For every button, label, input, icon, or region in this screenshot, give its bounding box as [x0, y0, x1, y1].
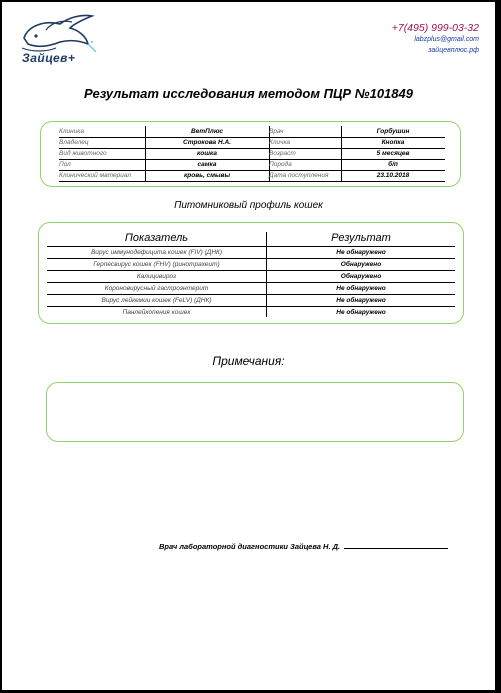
table-row: [47, 283, 455, 295]
column-header-indicator: Показатель: [124, 232, 189, 244]
report-title: Результат исследования методом ПЦР №101849: [84, 86, 413, 101]
info-label: Вид животного: [59, 148, 145, 160]
table-row: [47, 271, 455, 283]
info-label: Кличка: [269, 137, 341, 149]
indicator-cell: Вирус иммунодефицита кошек (FIV) (ДНК): [90, 249, 223, 256]
patient-info-box: [40, 121, 461, 187]
info-label: Врач: [269, 126, 341, 138]
info-value: 23.10.2018: [341, 170, 445, 182]
info-value: Кнопка: [341, 137, 445, 149]
info-label: Пол: [59, 159, 145, 171]
info-value: б/п: [341, 159, 445, 171]
results-table: [38, 222, 464, 324]
email-address[interactable]: labzplus@gmail.com: [414, 36, 479, 43]
info-value: кровь, смывы: [145, 170, 269, 182]
info-value: Строкова Н.А.: [145, 137, 269, 149]
result-cell: Не обнаружено: [336, 297, 386, 304]
doctor-signature-label: Врач лабораторной диагностики Зайцева Н. Д.: [159, 542, 341, 551]
info-label: Клинический материал: [59, 170, 145, 182]
info-label: Возраст: [269, 148, 341, 160]
info-label: Владелец: [59, 137, 145, 149]
table-row: [47, 307, 455, 318]
info-label: Дата поступления: [269, 170, 341, 182]
info-value: ВетПлюс: [145, 126, 269, 138]
result-cell: Не обнаружено: [336, 309, 386, 316]
result-cell: Обнаружено: [340, 273, 382, 280]
column-header-result: Результат: [331, 232, 391, 244]
indicator-cell: Калицивироз: [136, 273, 177, 280]
info-row: [41, 170, 460, 182]
result-cell: Не обнаружено: [336, 285, 386, 292]
signature-underline: [344, 540, 448, 549]
info-value: самка: [145, 159, 269, 171]
contact-block: [392, 22, 479, 56]
report-page: [2, 2, 495, 690]
notes-title: Примечания:: [212, 354, 285, 368]
table-row: [47, 247, 455, 259]
logo-text: Зайцев+: [22, 51, 76, 65]
table-row: [47, 259, 455, 271]
profile-title: Питомниковый профиль кошек: [174, 200, 323, 211]
phone-number[interactable]: +7(495) 999-03-32: [391, 22, 479, 34]
info-value: Горбушин: [341, 126, 445, 138]
indicator-cell: Герпесвирус кошек (FHV) (ринотрахеит): [93, 261, 220, 268]
notes-field[interactable]: [46, 382, 464, 442]
table-row: [47, 295, 455, 307]
info-value: кошка: [145, 148, 269, 160]
indicator-cell: Короновирусный гастроэнтерит: [104, 285, 209, 292]
indicator-cell: Вирус лейкемии кошек (FeLV) (ДНК): [101, 297, 212, 304]
result-cell: Обнаружено: [340, 261, 382, 268]
indicator-cell: Панлейкопения кошек: [122, 309, 191, 316]
result-cell: Не обнаружено: [336, 249, 386, 256]
info-label: Порода: [269, 159, 341, 171]
info-label: Клиника: [59, 126, 145, 138]
website[interactable]: зайцевплюс.рф: [428, 47, 479, 54]
info-value: 5 месяцев: [341, 148, 445, 160]
signature-line: [159, 540, 448, 551]
